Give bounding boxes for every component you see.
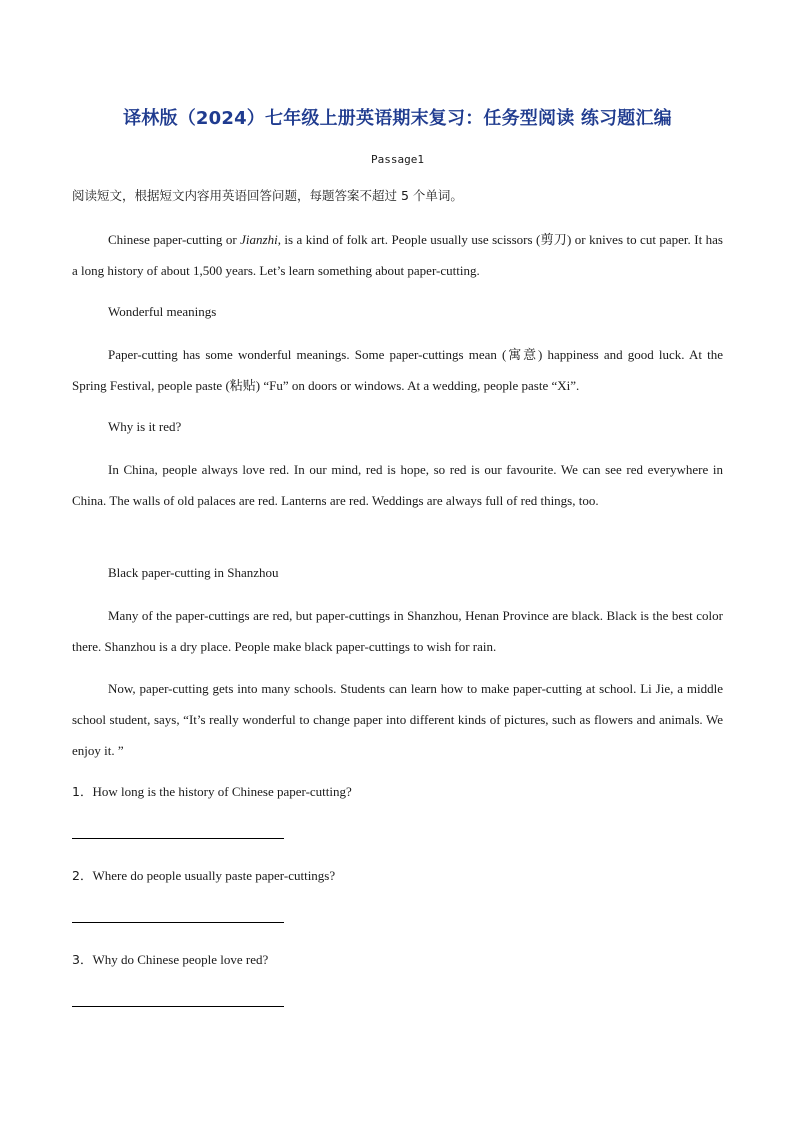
section-heading-shanzhou: Black paper-cutting in Shanzhou [108,565,279,580]
question-1 [72,781,352,803]
paragraph-intro-italic: Jianzhi [240,232,278,247]
answer-line-1[interactable] [72,838,284,839]
document-page [72,0,723,1123]
paragraph-intro-b: , is a kind of folk art. People usually use scissors (剪刀) or knives to cut paper. It has a long history of about 1,500 years. Let’s learn something about paper-cutting. [72,232,723,278]
section-heading-meanings: Wonderful meanings [108,304,217,319]
question-2 [72,865,335,887]
paragraph-red: In China, people always love red. In our mind, red is hope, so red is our favourite. We can see red everywhere in China. The walls of old palaces are red. Lanterns are red. Weddings are always full of red things, too. [72,462,723,508]
question-3-text: Why do Chinese people love red? [92,952,269,967]
paragraph-schools: Now, paper-cutting gets into many schools. Students can learn how to make paper-cutting at school. Li Jie, a middle school student, says, “It’s really wonderful to change paper into different kinds of pictures, such as flowers and animals. We enjoy it. ” [72,681,723,758]
question-3-number: 3． [72,952,93,967]
paragraph-intro [72,224,723,286]
question-1-number: 1． [72,784,93,799]
answer-line-3[interactable] [72,1006,284,1007]
paragraph-meanings: Paper-cutting has some wonderful meanings. Some paper-cuttings mean (寓意) happiness and good luck. At the Spring Festival, people paste (粘贴) “Fu” on doors or windows. At a wedding, people paste “Xi”. [72,347,723,393]
question-3 [72,949,268,971]
question-1-text: How long is the history of Chinese paper-cutting? [92,784,352,799]
instruction-text: 阅读短文，根据短文内容用英语回答问题，每题答案不超过 5 个单词。 [72,188,463,203]
paragraph-shanzhou: Many of the paper-cuttings are red, but paper-cuttings in Shanzhou, Henan Province are black. Black is the best color there. Shanzhou is a dry place. People make black paper-cuttings to wish for rain. [72,608,723,654]
answer-line-2[interactable] [72,922,284,923]
section-heading-red: Why is it red? [108,419,182,434]
question-2-text: Where do people usually paste paper-cuttings? [92,868,336,883]
passage-label: Passage1 [371,153,424,166]
document-title: 译林版（2024）七年级上册英语期末复习：任务型阅读 练习题汇编 [123,108,672,129]
question-2-number: 2． [72,868,93,883]
paragraph-intro-a: Chinese paper-cutting or [108,232,241,247]
